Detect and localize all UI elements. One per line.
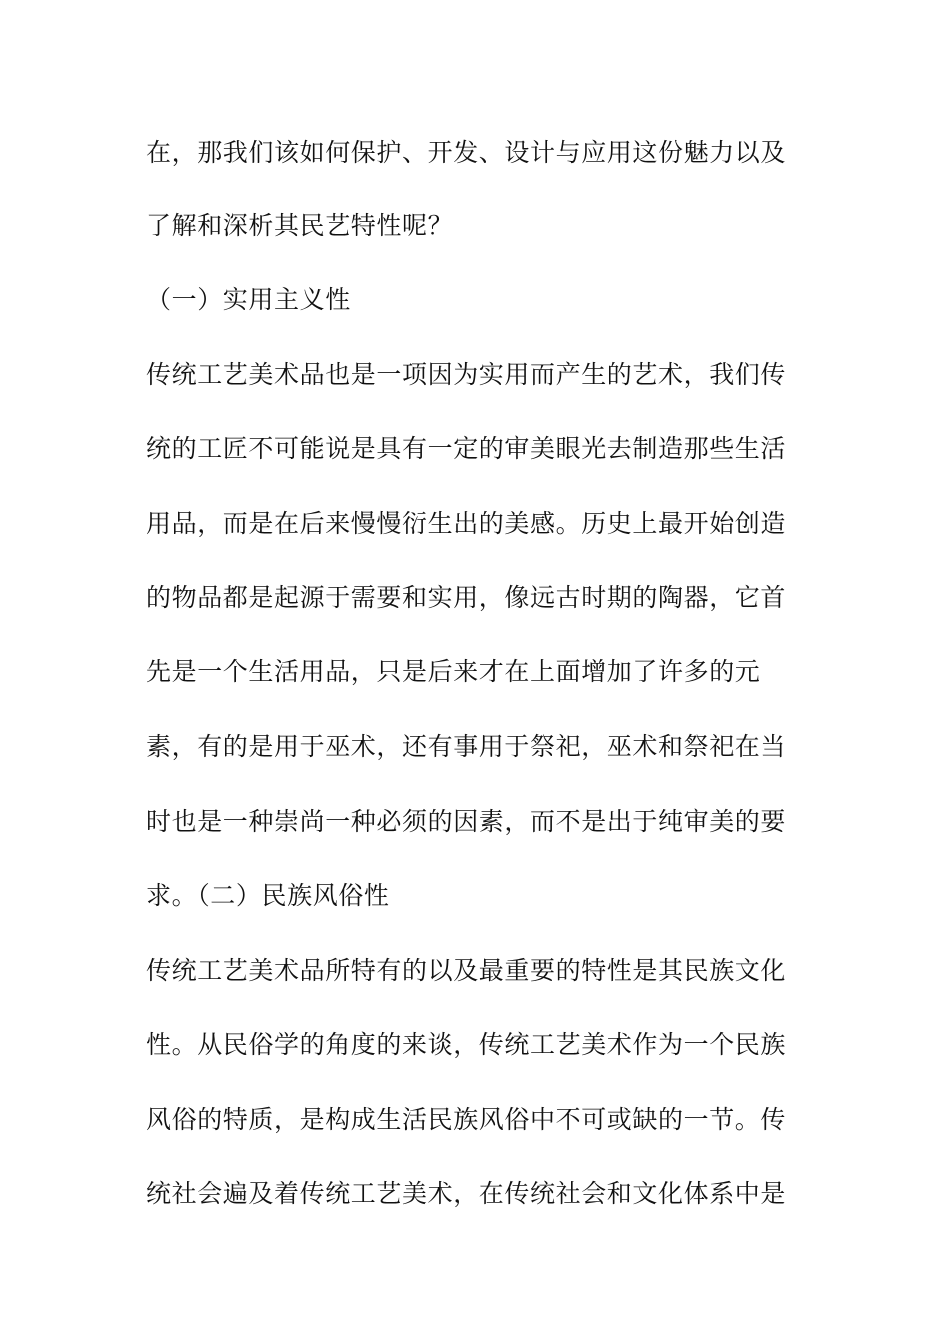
body-text-line: 传统工艺美术品也是一项因为实用而产生的艺术，我们传 — [146, 360, 787, 389]
body-text-line-with-heading: 求。（二）民族风俗性 — [146, 881, 390, 910]
body-text-line: 传统工艺美术品所特有的以及最重要的特性是其民族文化 — [146, 956, 787, 985]
body-text-line: 风俗的特质，是构成生活民族风俗中不可或缺的一节。传 — [146, 1105, 787, 1134]
body-text-line: 在，那我们该如何保护、开发、设计与应用这份魅力以及 — [146, 138, 787, 167]
body-text-line: 用品，而是在后来慢慢衍生出的美感。历史上最开始创造 — [146, 509, 787, 538]
body-text-line: 先是一个生活用品，只是后来才在上面增加了许多的元 — [146, 657, 761, 686]
body-text-line: 统社会遍及着传统工艺美术，在传统社会和文化体系中是 — [146, 1179, 787, 1208]
body-text-line: 了解和深析其民艺特性呢？ — [146, 211, 454, 240]
body-text-line: 时也是一种崇尚一种必须的因素，而不是出于纯审美的要 — [146, 807, 787, 836]
body-text-line: 素，有的是用于巫术，还有事用于祭祀，巫术和祭祀在当 — [146, 732, 787, 761]
body-text-line: 性。从民俗学的角度的来谈，传统工艺美术作为一个民族 — [146, 1030, 787, 1059]
body-text-line: 的物品都是起源于需要和实用，像远古时期的陶器，它首 — [146, 583, 787, 612]
body-text-line: 统的工匠不可能说是具有一定的审美眼光去制造那些生活 — [146, 434, 787, 463]
section-heading: （一）实用主义性 — [146, 285, 351, 314]
